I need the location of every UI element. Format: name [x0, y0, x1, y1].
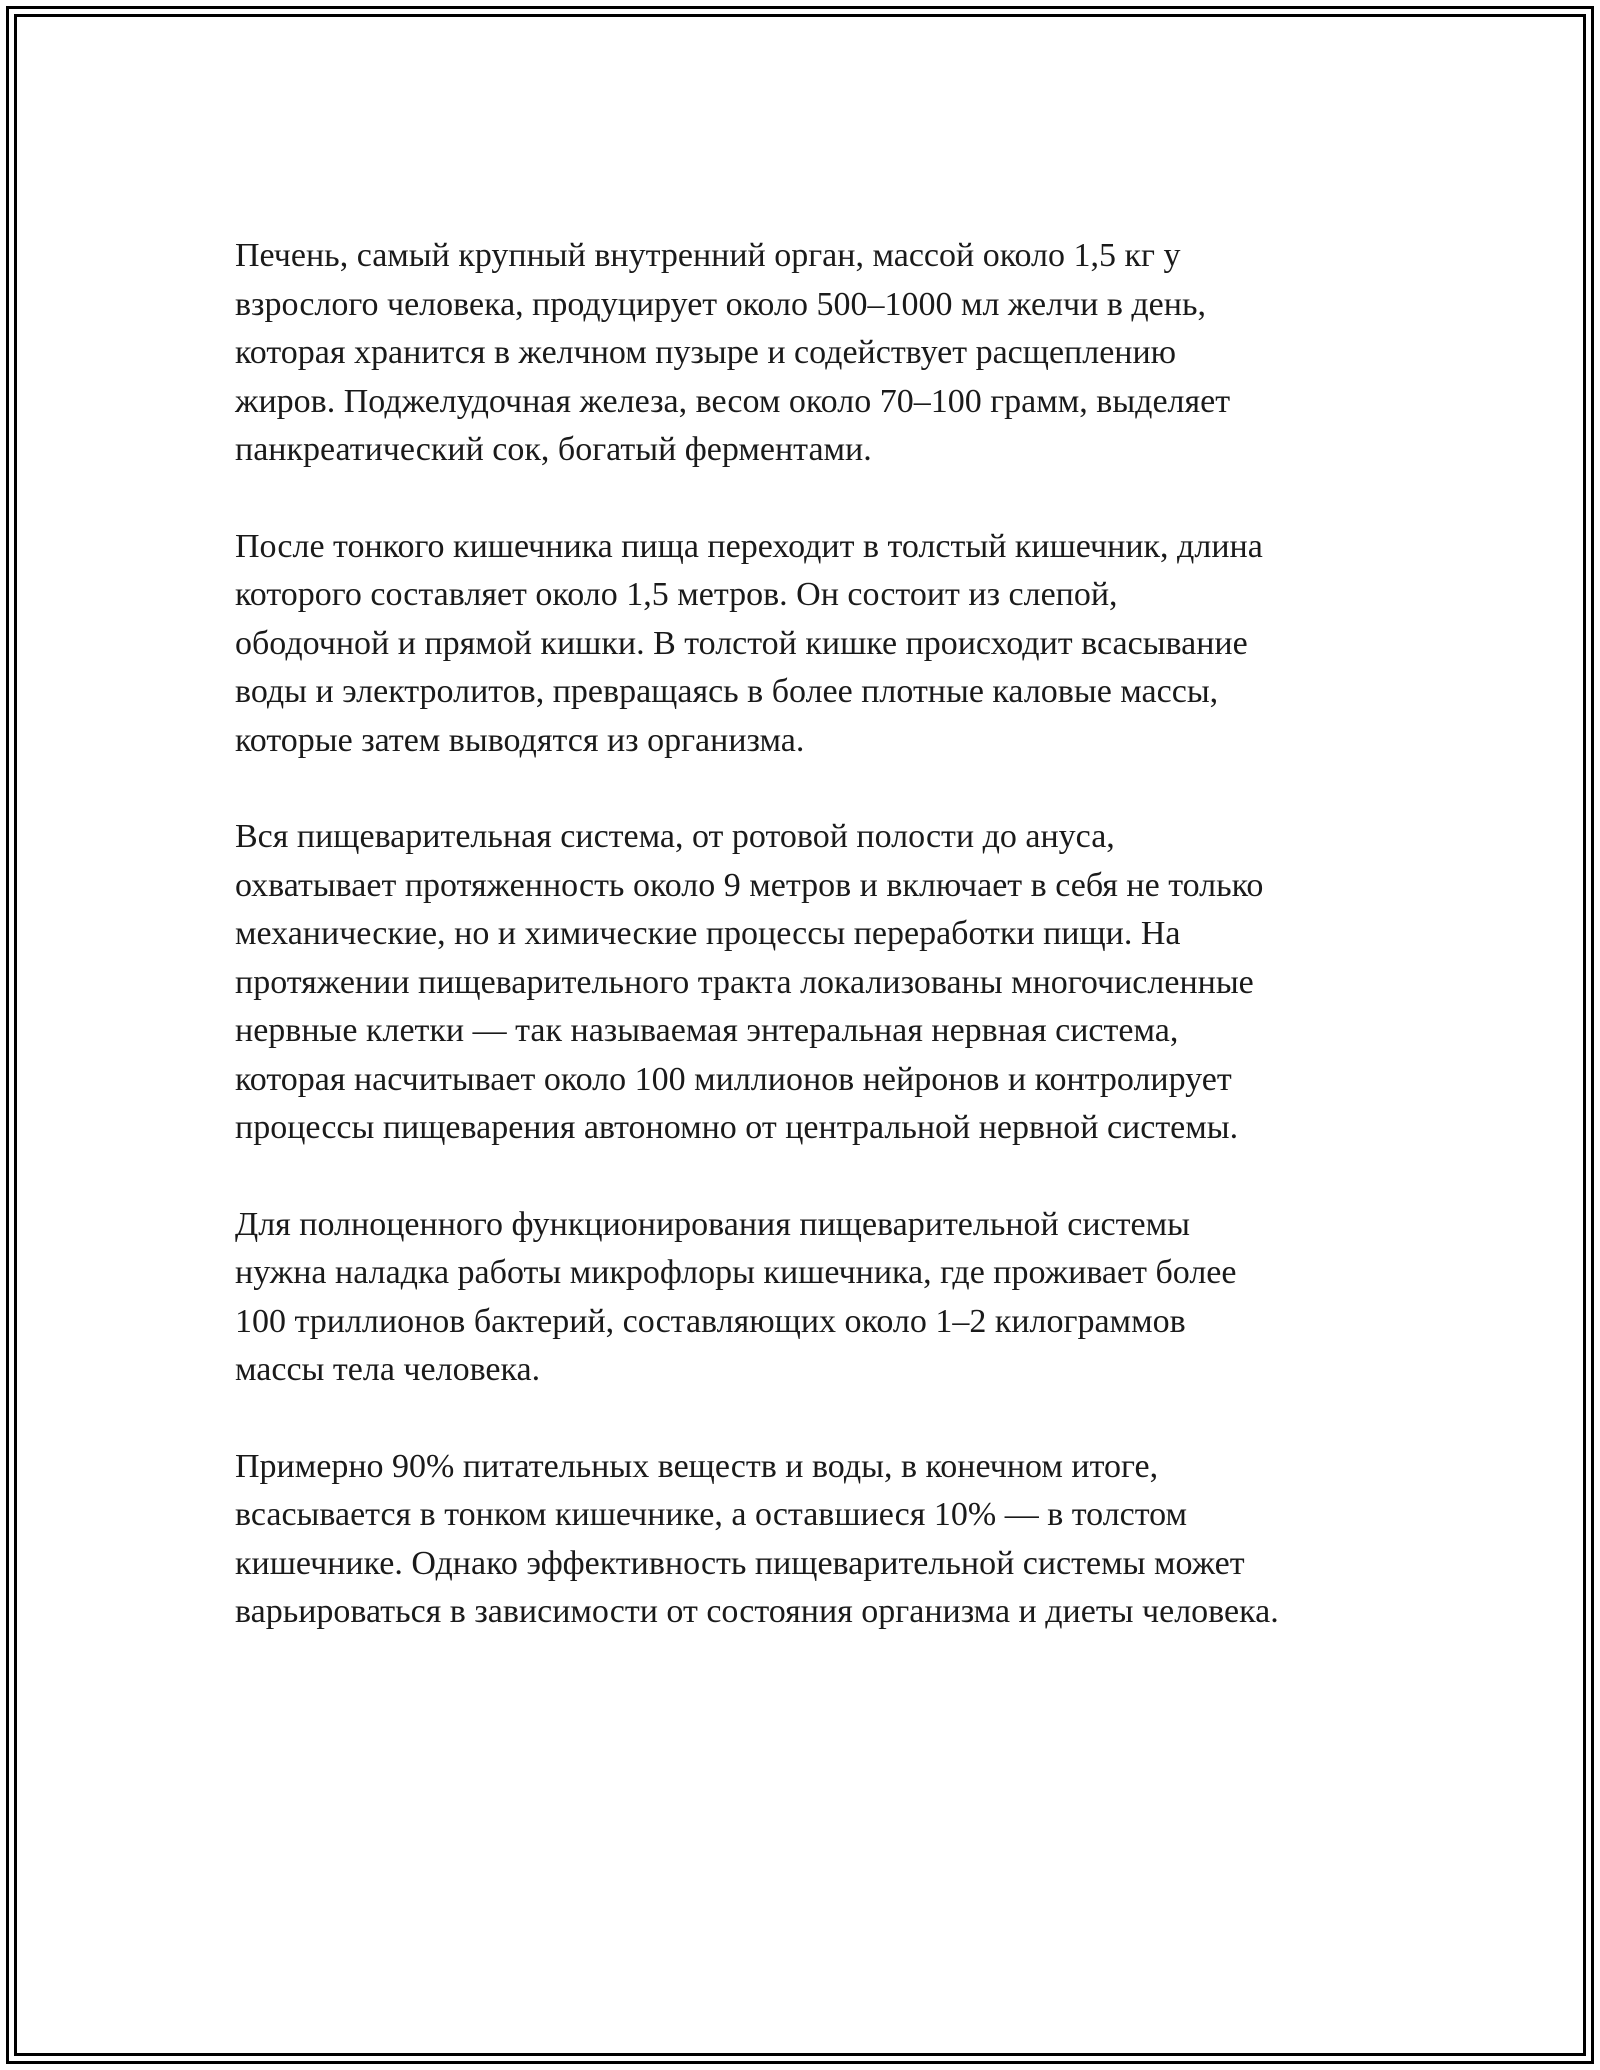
paragraph-large-intestine: После тонкого кишечника пища переходит в толстый кишечник, длина которого составляет около 1,5 метров. Он состоит из слепой, ободочной и прямой кишки. В толстой кишке происходит всасывание воды и электролитов, превращаясь в более плотные каловые массы, которые затем выводятся из организма. [235, 527, 1263, 759]
paragraph-microflora: Для полноценного функционирования пищеварительной системы нужна наладка работы микрофлоры кишечника, где проживает более 100 триллионов бактерий, составляющих около 1–2 килограммов массы тела человека. [235, 1205, 1237, 1388]
paragraph-digestive-system: Вся пищеварительная система, от ротовой полости до ануса, охватывает протяженность около 9 метров и включает в себя не только механические, но и химические процессы переработки пищи. На протяжении пищеварительного тракта локализованы многочисленные нервные клетки — так называемая энтеральная нервная система, которая насчитывает около 100 миллионов нейронов и контролирует процессы пищеварения автономно от центральной нервной системы. [235, 818, 1264, 1146]
paragraph-liver-pancreas: Печень, самый крупный внутренний орган, массой около 1,5 кг у взрослого человека, продуцирует около 500–1000 мл желчи в день, которая хранится в желчном пузыре и содействует расщеплению жиров. Поджелудочная железа, весом около 70–100 грамм, выделяет панкреатический сок, богатый ферментами. [235, 237, 1231, 468]
paragraph-absorption: Примерно 90% питательных веществ и воды, в конечном итоге, всасывается в тонком кишечнике, а оставшиеся 10% — в толстом кишечнике. Однако эффективность пищеварительной системы может варьироваться в зависимости от состояния организма и диеты человека. [235, 1447, 1279, 1630]
document-body [235, 232, 1385, 1685]
